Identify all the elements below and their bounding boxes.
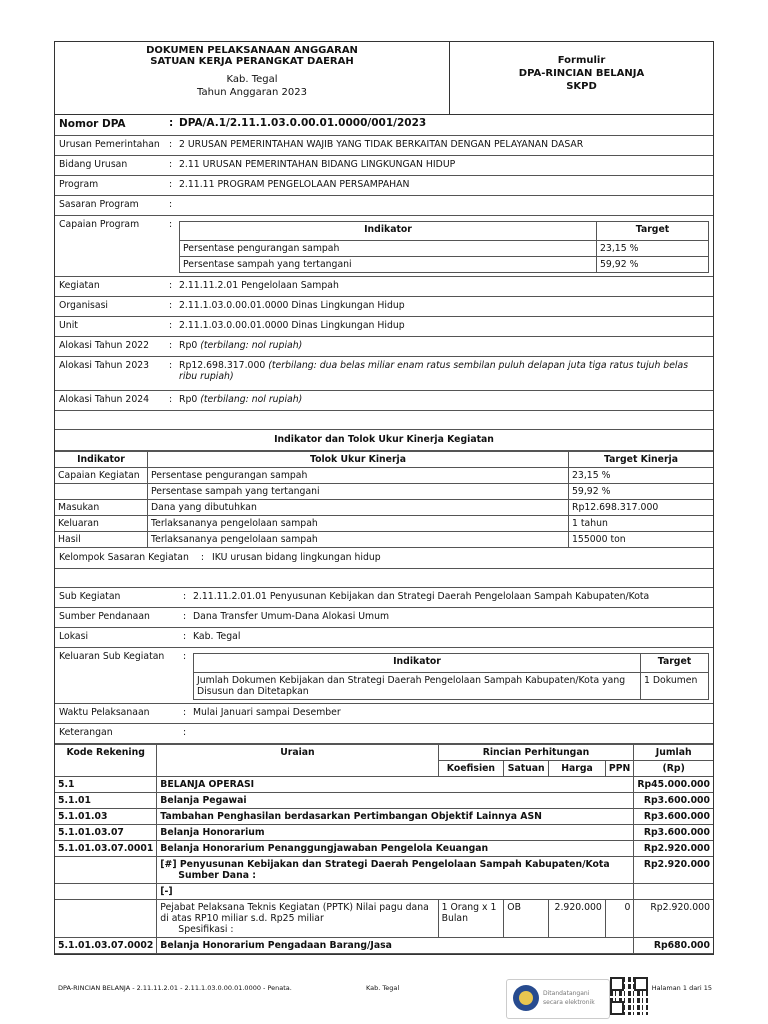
alokasi-2022-value: Rp0 (179, 340, 198, 351)
form-name: DPA-RINCIAN BELANJA (518, 68, 645, 79)
kinerja-tolok-3: Dana yang dibutuhkan (148, 500, 569, 516)
kinerja-title-row (55, 430, 713, 451)
urusan-row: Urusan Pemerintahan : 2 URUSAN PEMERINTAHAN WAJIB YANG TIDAK BERKAITAN DENGAN PELAYANAN DASAR (55, 136, 713, 156)
footer-doc-ref: DPA-RINCIAN BELANJA - 2.11.11.2.01 - 2.11.1.03.0.00.01.0000 - Penata. (58, 984, 292, 992)
kinerja-keluaran: Keluaran (55, 516, 148, 532)
capaian-table (179, 221, 709, 273)
dpa-number-row: Nomor DPA : DPA/A.1/2.11.1.03.0.00.01.0000/001/2023 (55, 115, 713, 136)
alokasi-2023-value: Rp12.698.317.000 (179, 360, 266, 371)
organisasi-value: 2.11.1.03.0.00.01.0000 Dinas Lingkungan Hidup (179, 300, 405, 311)
waktu-pelaksanaan-label: Waktu Pelaksanaan (59, 707, 150, 718)
sumber-pendanaan-row: Sumber Pendanaan : Dana Transfer Umum-Dana Alokasi Umum (55, 608, 713, 628)
sasaran-label: Sasaran Program (59, 199, 139, 210)
alokasi-2024-label: Alokasi Tahun 2024 (59, 394, 150, 405)
rincian-header-satuan: Satuan (504, 761, 549, 777)
keterangan-label: Keterangan (59, 727, 113, 738)
header-right (450, 42, 713, 114)
program-value: 2.11.11 PROGRAM PENGELOLAAN PERSAMPAHAN (179, 179, 410, 190)
bidang-row: Bidang Urusan : 2.11 URUSAN PEMERINTAHAN BIDANG LINGKUNGAN HIDUP (55, 156, 713, 176)
form-skpd: SKPD (566, 81, 597, 92)
signature-text-2: secara elektronik (543, 999, 595, 1006)
waktu-pelaksanaan-value: Mulai Januari sampai Desember (193, 707, 341, 718)
alokasi-2023-row: Alokasi Tahun 2023 : Rp12.698.317.000 (terbilang: dua belas miliar enam ratus sembilan puluh delapan juta tiga ratus tujuh belas ribu rupiah) (55, 357, 713, 391)
sumber-pendanaan-value: Dana Transfer Umum-Dana Alokasi Umum (193, 611, 390, 622)
rincian-header-kode: Kode Rekening (55, 745, 157, 777)
lokasi-value: Kab. Tegal (193, 631, 241, 642)
kinerja-target-2: 59,92 % (569, 484, 714, 500)
kinerja-target-5: 155000 ton (569, 532, 714, 548)
rincian-row: 5.1.01 Belanja Pegawai Rp3.600.000 (55, 793, 713, 809)
rincian-header-rp: (Rp) (634, 761, 713, 777)
kinerja-hasil: Hasil (55, 532, 148, 548)
alokasi-2023-label: Alokasi Tahun 2023 (59, 360, 150, 371)
capaian-label: Capaian Program (59, 219, 140, 230)
kinerja-title: Indikator dan Tolok Ukur Kinerja Kegiatan (274, 434, 494, 445)
keluaran-indikator-1: Jumlah Dokumen Kebijakan dan Strategi Daerah Pengelolaan Sampah Kabupaten/Kota yang Disusun dan Ditetapkan (194, 673, 641, 700)
capaian-row: Capaian Program : Indikator Target Persentase pengurangan sampah 23,15 % Persentase sampah yang tertangani 59,92 % (55, 216, 713, 277)
qr-code-icon (610, 977, 648, 1015)
program-label: Program (59, 179, 99, 190)
rincian-row: 5.1 BELANJA OPERASI Rp45.000.000 (55, 777, 713, 793)
rincian-group-jumlah: Rp2.920.000 (634, 857, 713, 884)
bidang-label: Bidang Urusan (59, 159, 128, 170)
document-header (55, 42, 713, 115)
kinerja-header-tolok: Tolok Ukur Kinerja (148, 452, 569, 468)
alokasi-2024-value: Rp0 (179, 394, 198, 405)
header-region: Kab. Tegal (226, 74, 278, 85)
rincian-header-rincian: Rincian Perhitungan (438, 745, 634, 761)
kinerja-tolok-4: Terlaksananya pengelolaan sampah (148, 516, 569, 532)
sumber-pendanaan-label: Sumber Pendanaan (59, 611, 150, 622)
signature-text-1: Ditandatangani (543, 990, 590, 997)
form-label: Formulir (557, 55, 606, 66)
rincian-item-satuan: OB (504, 900, 549, 938)
urusan-label: Urusan Pemerintahan (59, 139, 160, 150)
alokasi-2022-row: Alokasi Tahun 2022 : Rp0 (terbilang: nol rupiah) (55, 337, 713, 357)
capaian-target-2: 59,92 % (597, 257, 709, 273)
kinerja-header-target: Target Kinerja (569, 452, 714, 468)
unit-label: Unit (59, 320, 78, 331)
lokasi-label: Lokasi (59, 631, 89, 642)
dpa-document (54, 41, 714, 955)
alokasi-2023-terbilang: (terbilang: dua belas miliar enam ratus sembilan puluh delapan juta tiga ratus tujuh belas ribu rupiah) (179, 360, 689, 382)
rincian-header-uraian: Uraian (157, 745, 438, 777)
alokasi-2022-terbilang: (terbilang: nol rupiah) (200, 340, 303, 351)
kegiatan-row: Kegiatan : 2.11.11.2.01 Pengelolaan Sampah (55, 277, 713, 297)
kinerja-target-3: Rp12.698.317.000 (569, 500, 714, 516)
organisasi-row: Organisasi : 2.11.1.03.0.00.01.0000 Dinas Lingkungan Hidup (55, 297, 713, 317)
program-row: Program : 2.11.11 PROGRAM PENGELOLAAN PERSAMPAHAN (55, 176, 713, 196)
rincian-group-sumber: Sumber Dana : (178, 870, 256, 881)
rincian-item-uraian: Pejabat Pelaksana Teknis Kegiatan (PPTK) Nilai pagu dana di atas RP10 miliar s.d. Rp25 miliar (160, 902, 429, 924)
seal-icon (513, 985, 539, 1011)
e-signature-badge (506, 979, 610, 1019)
sub-kegiatan-label: Sub Kegiatan (59, 591, 121, 602)
kinerja-target-1: 23,15 % (569, 468, 714, 484)
kelompok-sasaran-row: Kelompok Sasaran Kegiatan : IKU urusan bidang lingkungan hidup (55, 548, 713, 569)
header-year: Tahun Anggaran 2023 (197, 87, 307, 98)
rincian-group-row (55, 857, 713, 884)
rincian-row: 5.1.01.03.07.0002 Belanja Honorarium Pengadaan Barang/Jasa Rp680.000 (55, 938, 713, 954)
header-title-1: DOKUMEN PELAKSANAAN ANGGARAN (146, 45, 358, 56)
sub-kegiatan-value: 2.11.11.2.01.01 Penyusunan Kebijakan dan Strategi Daerah Pengelolaan Sampah Kabupaten/Kota (193, 591, 650, 602)
keluaran-target-header: Target (641, 654, 709, 673)
kegiatan-value: 2.11.11.2.01 Pengelolaan Sampah (179, 280, 339, 291)
rincian-item-jumlah: Rp2.920.000 (634, 900, 713, 938)
page-number: Halaman 1 dari 15 (651, 984, 712, 992)
rincian-header-harga: Harga (549, 761, 606, 777)
alokasi-2024-row: Alokasi Tahun 2024 : Rp0 (terbilang: nol rupiah) (55, 391, 713, 411)
kinerja-tolok-1: Persentase pengurangan sampah (148, 468, 569, 484)
kegiatan-label: Kegiatan (59, 280, 100, 291)
kinerja-tolok-2: Persentase sampah yang tertangani (148, 484, 569, 500)
kinerja-table (55, 451, 713, 548)
rincian-item-row (55, 900, 713, 938)
rincian-item-spec: Spesifikasi : (178, 924, 234, 935)
kinerja-tolok-5: Terlaksananya pengelolaan sampah (148, 532, 569, 548)
alokasi-2022-label: Alokasi Tahun 2022 (59, 340, 150, 351)
dpa-number: DPA/A.1/2.11.1.03.0.00.01.0000/001/2023 (179, 117, 427, 129)
kinerja-target-4: 1 tahun (569, 516, 714, 532)
kelompok-sasaran-label: Kelompok Sasaran Kegiatan (59, 552, 189, 563)
keluaran-sub-table (193, 653, 709, 700)
alokasi-2024-terbilang: (terbilang: nol rupiah) (200, 394, 303, 405)
unit-value: 2.11.1.03.0.00.01.0000 Dinas Lingkungan Hidup (179, 320, 405, 331)
capaian-indikator-1: Persentase pengurangan sampah (180, 241, 597, 257)
keluaran-indikator-header: Indikator (194, 654, 641, 673)
kinerja-capaian: Capaian Kegiatan (55, 468, 148, 484)
capaian-indikator-header: Indikator (180, 222, 597, 241)
rincian-item-ppn: 0 (605, 900, 634, 938)
keluaran-sub-label: Keluaran Sub Kegiatan (59, 651, 165, 662)
rincian-header-koefisien: Koefisien (438, 761, 504, 777)
waktu-pelaksanaan-row: Waktu Pelaksanaan : Mulai Januari sampai Desember (55, 704, 713, 724)
organisasi-label: Organisasi (59, 300, 109, 311)
kinerja-masukan: Masukan (55, 500, 148, 516)
kinerja-header-indikator: Indikator (55, 452, 148, 468)
rincian-header-jumlah: Jumlah (634, 745, 713, 761)
sub-kegiatan-row: Sub Kegiatan : 2.11.11.2.01.01 Penyusunan Kebijakan dan Strategi Daerah Pengelolaan Sampah Kabupaten/Kota (55, 588, 713, 608)
keluaran-target-1: 1 Dokumen (641, 673, 709, 700)
header-left (55, 42, 450, 114)
capaian-target-header: Target (597, 222, 709, 241)
dpa-label: Nomor DPA (59, 118, 126, 130)
keluaran-sub-row: Keluaran Sub Kegiatan : Indikator Target Jumlah Dokumen Kebijakan dan Strategi Daerah Pengelolaan Sampah Kabupaten/Kota yang Disusun dan Ditetapkan 1 Dokumen (55, 648, 713, 704)
rincian-item-koefisien: 1 Orang x 1 Bulan (438, 900, 504, 938)
header-title-2: SATUAN KERJA PERANGKAT DAERAH (150, 56, 354, 67)
lokasi-row: Lokasi : Kab. Tegal (55, 628, 713, 648)
urusan-value: 2 URUSAN PEMERINTAHAN WAJIB YANG TIDAK BERKAITAN DENGAN PELAYANAN DASAR (179, 139, 584, 150)
rincian-item-harga: 2.920.000 (549, 900, 606, 938)
capaian-indikator-2: Persentase sampah yang tertangani (180, 257, 597, 273)
rincian-header-ppn: PPN (605, 761, 634, 777)
rincian-group-title: [#] Penyusunan Kebijakan dan Strategi Daerah Pengelolaan Sampah Kabupaten/Kota (160, 859, 610, 870)
rincian-table (55, 744, 713, 954)
sasaran-row: Sasaran Program : (55, 196, 713, 216)
rincian-row: 5.1.01.03 Tambahan Penghasilan berdasarkan Pertimbangan Objektif Lainnya ASN Rp3.600.000 (55, 809, 713, 825)
footer-region: Kab. Tegal (366, 984, 400, 992)
capaian-target-1: 23,15 % (597, 241, 709, 257)
kelompok-sasaran-value: IKU urusan bidang lingkungan hidup (212, 552, 381, 563)
keterangan-row: Keterangan : (55, 724, 713, 744)
rincian-row: 5.1.01.03.07.0001 Belanja Honorarium Penanggungjawaban Pengelola Keuangan Rp2.920.000 (55, 841, 713, 857)
unit-row: Unit : 2.11.1.03.0.00.01.0000 Dinas Lingkungan Hidup (55, 317, 713, 337)
rincian-subgroup: [-] (157, 884, 634, 900)
rincian-row: 5.1.01.03.07 Belanja Honorarium Rp3.600.000 (55, 825, 713, 841)
bidang-value: 2.11 URUSAN PEMERINTAHAN BIDANG LINGKUNGAN HIDUP (179, 159, 456, 170)
rincian-subgroup-row (55, 884, 713, 900)
